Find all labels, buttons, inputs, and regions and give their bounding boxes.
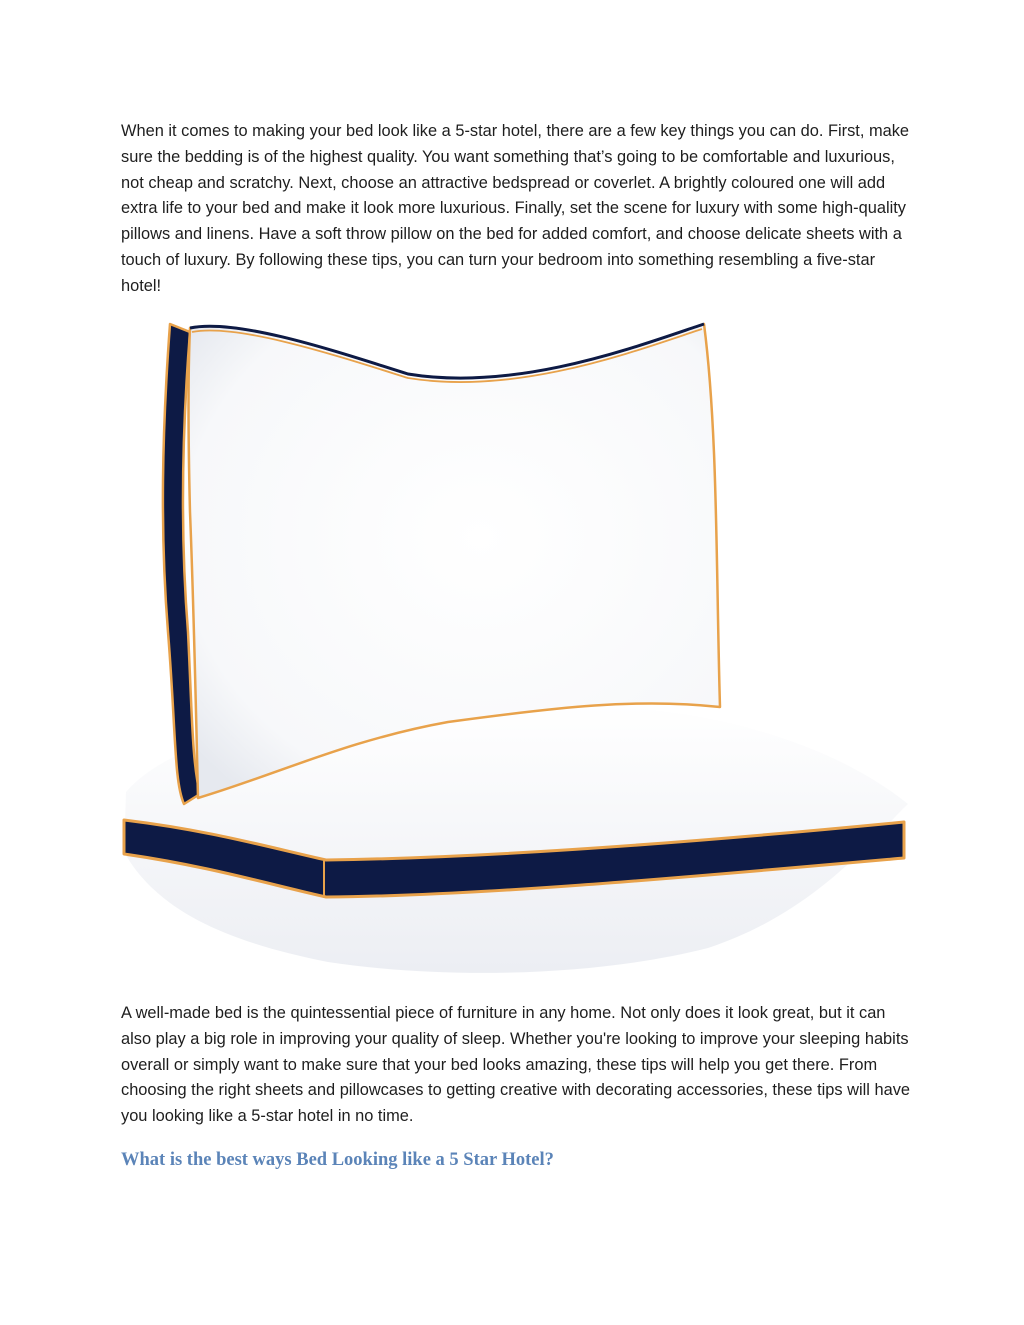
body-paragraph: A well-made bed is the quintessential piece of furniture in any home. Not only does it look great, but it can also play a big role in improving your quality of sleep. Whether you're looking to improve your sleeping habits overall or simply want to make sure that your bed looks amazing, these tips will help you get there. From choosing the right sheets and pillowcases to getting creative with decorating accessories, these tips will have you looking like a 5-star hotel in no time. <box>121 1004 910 1126</box>
intro-paragraph: When it comes to making your bed look like a 5-star hotel, there are a few key things you can do. First, make sure the bedding is of the highest quality. You want something that’s going to be comfortable and luxurious, not cheap and scratchy. Next, choose an attractive bedspread or coverlet. A brightly coloured one will add extra life to your bed and make it look more luxurious. Finally, set the scene for luxury with some high-quality pillows and linens. Have a soft throw pillow on the bed for added comfort, and choose delicate sheets with a touch of luxury. By following these tips, you can turn your bedroom into something resembling a five-star hotel! <box>121 122 910 295</box>
pillows-illustration <box>118 312 910 986</box>
pillows-image <box>118 312 910 986</box>
section-heading: What is the best ways Bed Looking like a 5 Star Hotel? <box>121 1150 554 1170</box>
